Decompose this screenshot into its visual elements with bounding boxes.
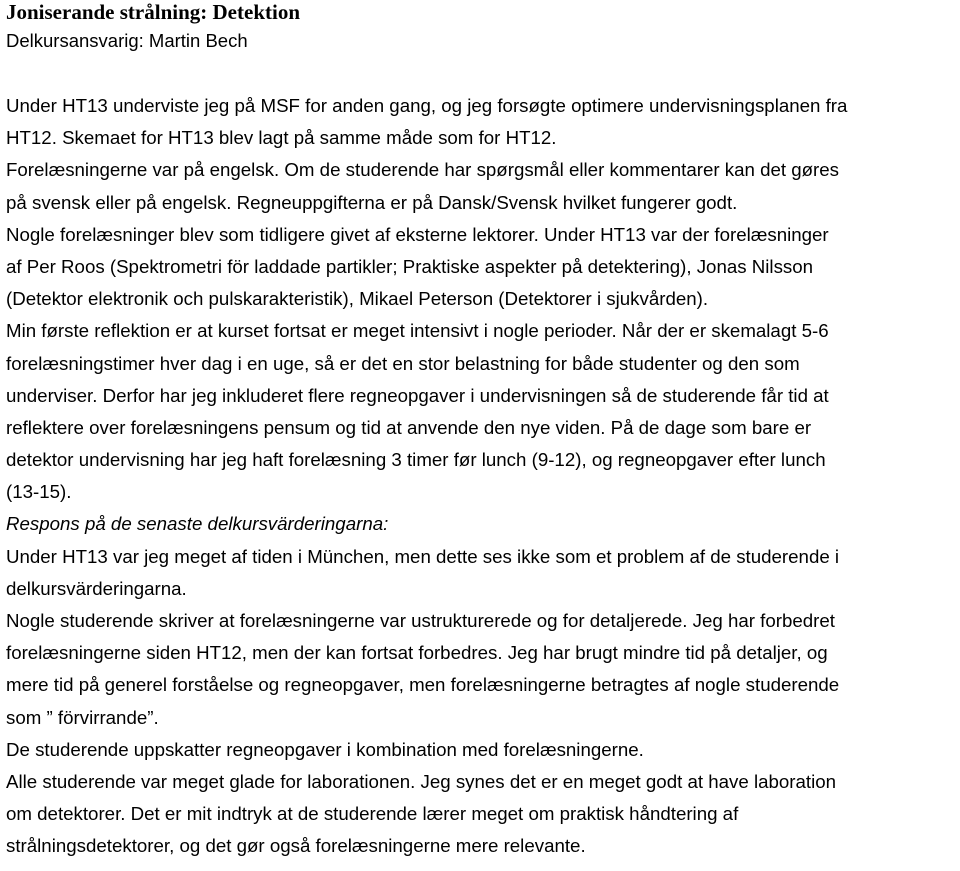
text-line: forelæsningstimer hver dag i en uge, så er det en stor belastning for både studenter og den som [6, 352, 800, 374]
text-line: Under HT13 var jeg meget af tiden i München, men dette ses ikke som et problem af de studerende i [6, 545, 840, 567]
document-page [6, 0, 956, 863]
text-line: Forelæsningerne var på engelsk. Om de studerende har spørgsmål eller kommentarer kan det gøres [6, 159, 840, 181]
text-line: detektor undervisning har jeg haft forelæsning 3 timer før lunch (9-12), og regneopgaver efter lunch [6, 449, 826, 471]
text-line: (13-15). [6, 481, 72, 503]
section-heading: Respons på de senaste delkursvärderingarna: [6, 513, 389, 535]
text-line: Under HT13 underviste jeg på MSF for anden gang, og jeg forsøgte optimere undervisningsplanen fra [6, 95, 848, 116]
text-line: Alle studerende var meget glade for laborationen. Jeg synes det er en meget godt at have laboration [6, 770, 837, 792]
document-body [6, 90, 956, 863]
text-line: reflektere over forelæsningens pensum og tid at anvende den nye viden. På de dage som bare er [6, 416, 812, 438]
text-line: De studerende uppskatter regneopgaver i kombination med forelæsningerne. [6, 738, 644, 760]
text-line: af Per Roos (Spektrometri för laddade partikler; Praktiske aspekter på detektering), Jonas Nilsson [6, 255, 814, 277]
text-line: HT12. Skemaet for HT13 blev lagt på samme måde som for HT12. [6, 127, 557, 149]
text-line: delkursvärderingarna. [6, 577, 187, 599]
text-line: som ” förvirrande”. [6, 706, 159, 728]
document-title: Joniserande strålning: Detektion [6, 0, 300, 24]
text-line: om detektorer. Det er mit indtryk at de studerende lærer meget om praktisk håndtering af [6, 803, 739, 825]
text-line: Min første reflektion er at kurset fortsat er meget intensivt i nogle perioder. Når der er skemalagt 5-6 [6, 320, 829, 342]
text-line: underviser. Derfor har jeg inkluderet flere regneopgaver i undervisningen så de studerende får tid at [6, 384, 829, 406]
course-responsible: Delkursansvarig: Martin Bech [6, 30, 248, 51]
text-line: forelæsningerne siden HT12, men der kan fortsat forbedres. Jeg har brugt mindre tid på detaljer, og [6, 642, 828, 664]
text-line: mere tid på generel forståelse og regneopgaver, men forelæsningerne betragtes af nogle studerende [6, 674, 840, 696]
text-line: Nogle studerende skriver at forelæsningerne var ustrukturerede og for detaljerede. Jeg har forbedret [6, 610, 835, 631]
text-line: Nogle forelæsninger blev som tidligere givet af eksterne lektorer. Under HT13 var der forelæsninger [6, 223, 829, 245]
text-line: strålningsdetektorer, og det gør også forelæsningerne mere relevante. [6, 835, 586, 857]
text-line: på svensk eller på engelsk. Regneuppgifterna er på Dansk/Svensk hvilket fungerer godt. [6, 191, 738, 213]
text-line: (Detektor elektronik och pulskarakteristik), Mikael Peterson (Detektorer i sjukvården). [6, 288, 709, 310]
